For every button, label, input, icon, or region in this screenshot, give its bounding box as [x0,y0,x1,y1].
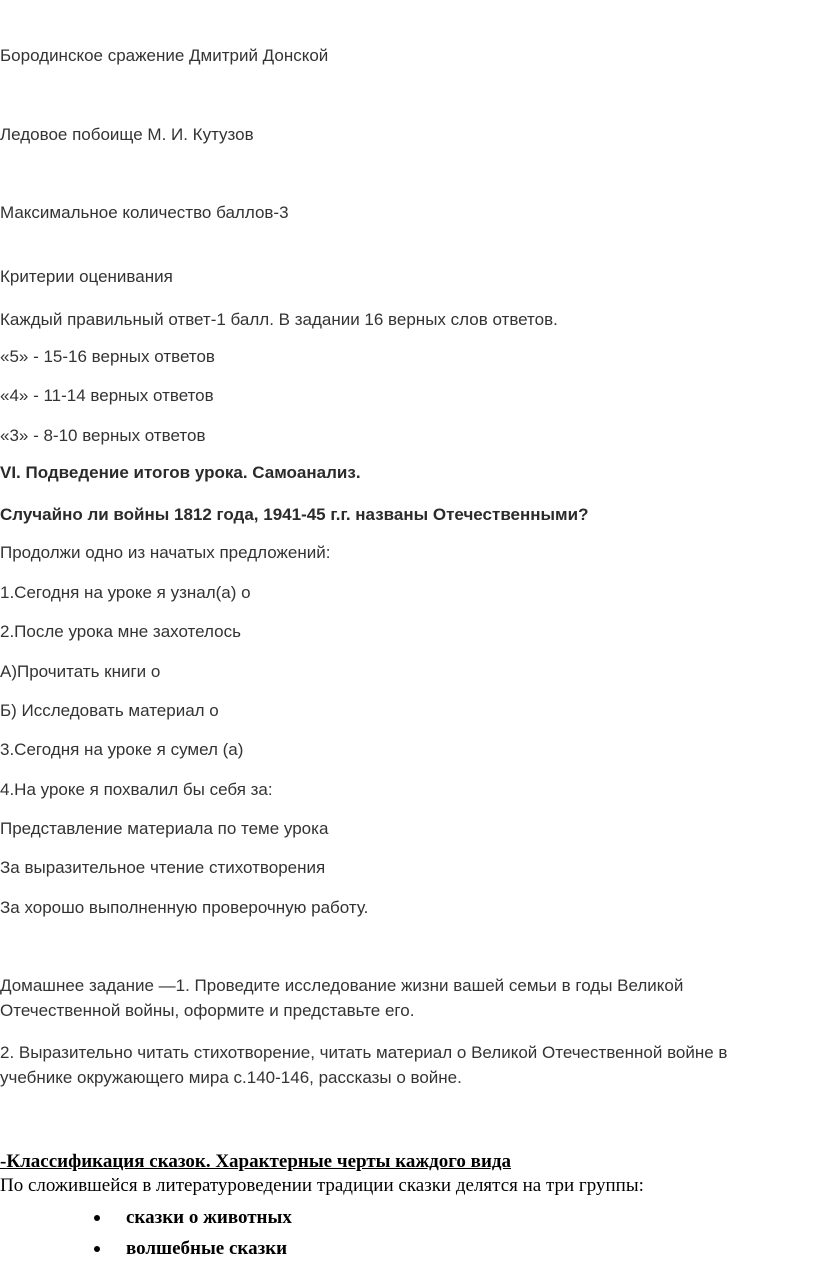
homework-item-1: Домашнее задание —1. Проведите исследование жизни вашей семьи в годы Великой Отечественной войны, оформите и представьте его. [0,976,684,1020]
sentence-line: Б) Исследовать материал о [0,701,219,720]
sentence-line: 4.На уроке я похвалил бы себя за: [0,780,273,799]
sentence-line: 1.Сегодня на уроке я узнал(а) о [0,583,251,602]
bullet-icon [94,1215,100,1221]
text-line: Ледовое побоище М. И. Кутузов [0,125,254,144]
bullet-icon [94,1246,100,1252]
sentence-line: За выразительное чтение стихотворения [0,858,326,877]
homework-item-2: 2. Выразительно читать стихотворение, читать материал о Великой Отечественной войне в учебнике окружающего мира с.140-146, рассказы о войне. [0,1043,728,1087]
section-heading: VI. Подведение итогов урока. Самоанализ. [0,463,361,482]
list-item-label: волшебные сказки [126,1238,288,1259]
grade-line: «5» - 15-16 верных ответов [0,347,215,366]
grade-line: «4» - 11-14 верных ответов [0,386,214,405]
sentence-line: А)Прочитать книги о [0,662,161,681]
criteria-heading: Критерии оценивания [0,267,173,286]
text-line: Бородинское сражение Дмитрий Донской [0,46,329,65]
list-item [0,1237,400,1261]
question-heading: Случайно ли войны 1812 года, 1941-45 г.г. названы Отечественными? [0,505,589,524]
title-text: Классификация сказок. Характерные черты каждого вида [6,1151,512,1172]
sentence-line: Представление материала по теме урока [0,819,329,838]
sentence-line: 2.После урока мне захотелось [0,622,241,641]
text-line: Каждый правильный ответ-1 балл. В задании 16 верных слов ответов. [0,310,558,329]
fairy-tales-title [0,1150,511,1174]
list-item [0,1206,400,1230]
sentence-line: 3.Сегодня на уроке я сумел (а) [0,740,244,759]
fairy-tales-intro: По сложившейся в литературоведении традиции сказки делятся на три группы: [0,1175,644,1196]
title-dash: - [0,1151,7,1172]
text-line: Максимальное количество баллов-3 [0,203,289,222]
continue-prompt: Продолжи одно из начатых предложений: [0,543,331,562]
list-item-label: сказки о животных [126,1207,292,1228]
sentence-line: За хорошо выполненную проверочную работу. [0,898,369,917]
grade-line: «3» - 8-10 верных ответов [0,426,206,445]
